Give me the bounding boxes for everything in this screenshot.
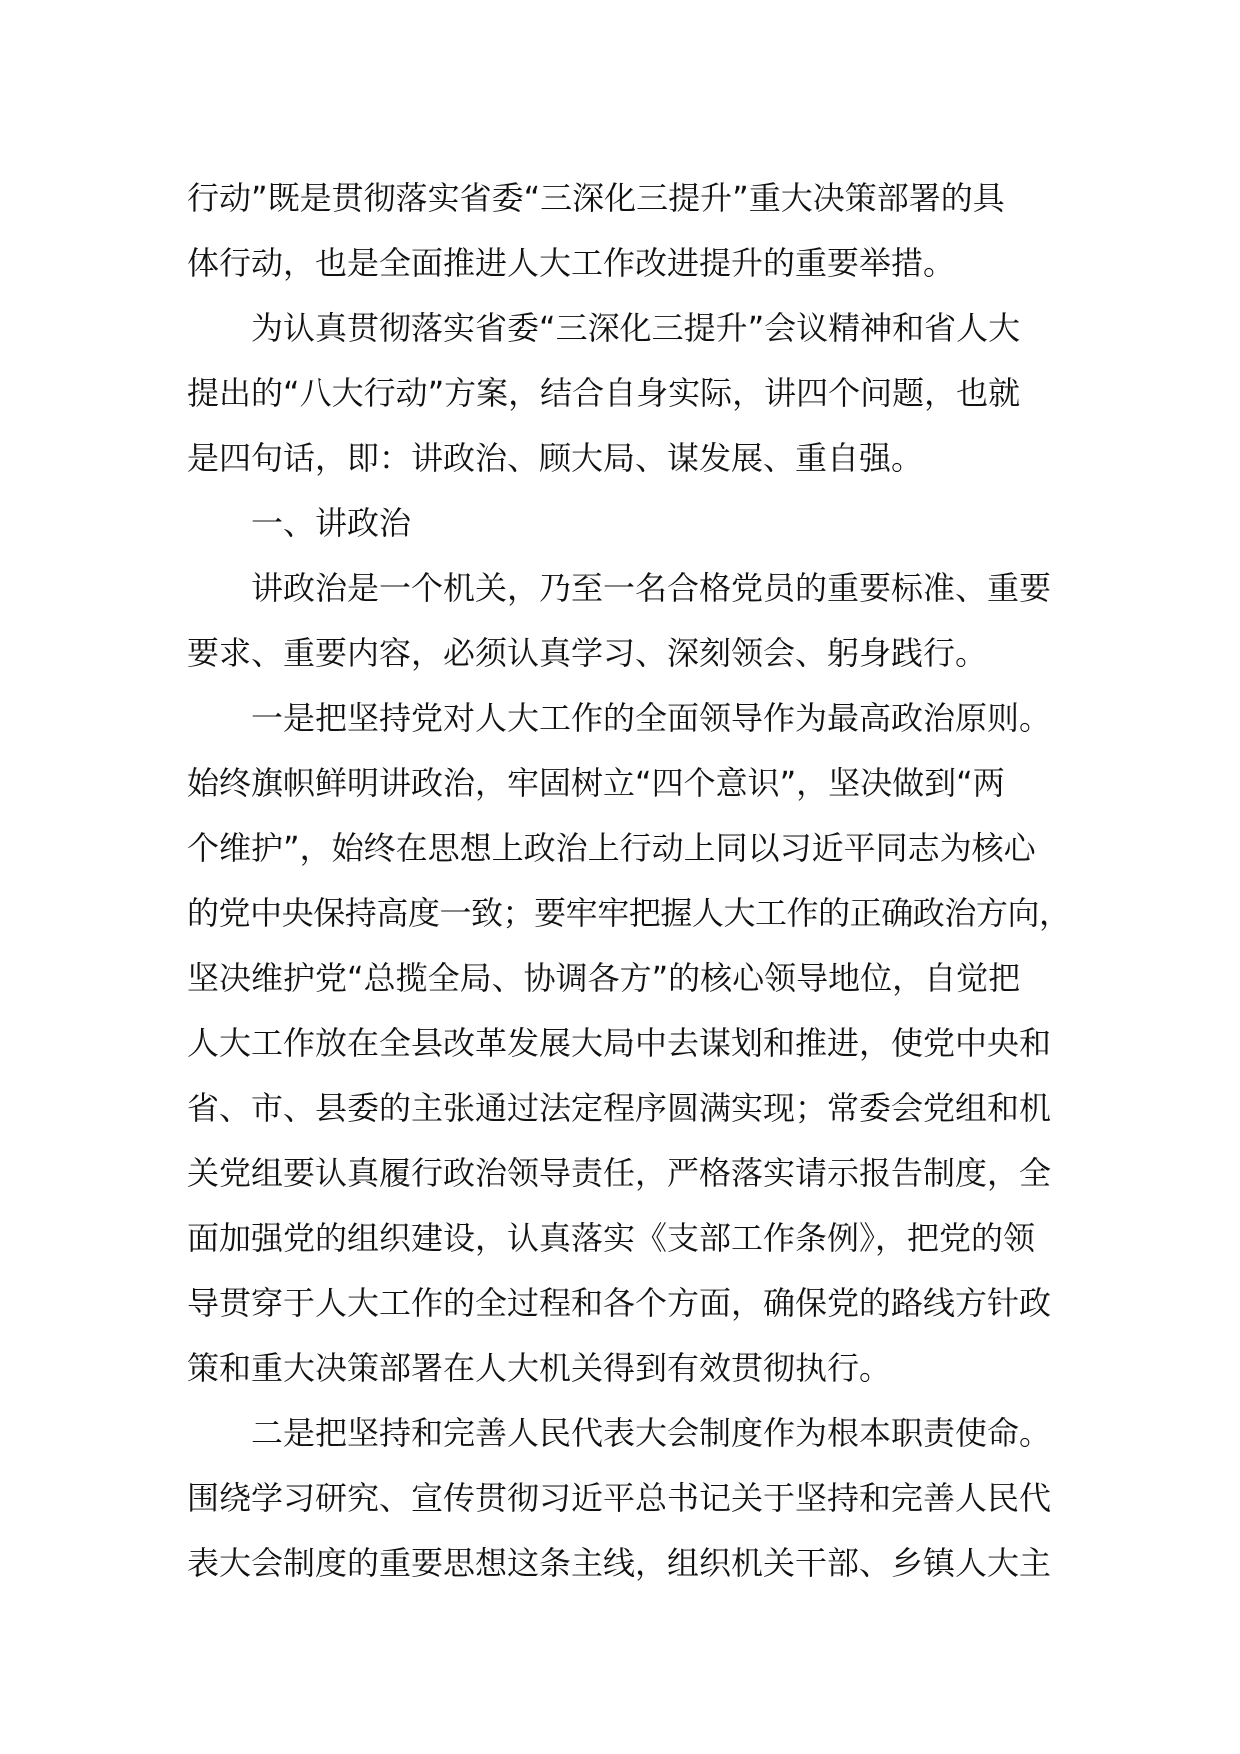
text-line-11: 个维护”，始终在思想上政治上行动上同以习近平同志为核心 <box>187 829 1036 867</box>
text-line-4: 提出的“八大行动”方案，结合自身实际，讲四个问题，也就 <box>187 374 1021 412</box>
text-line-22: 表大会制度的重要思想这条主线，组织机关干部、乡镇人大主 <box>187 1544 1052 1582</box>
text-line-12: 的党中央保持高度一致；要牢牢把握人大工作的正确政治方向， <box>187 894 1071 932</box>
document-body <box>187 166 1071 1596</box>
text-line-15: 省、市、县委的主张通过法定程序圆满实现；常委会党组和机 <box>187 1089 1052 1127</box>
text-line-3: 为认真贯彻落实省委“三深化三提升”会议精神和省人大 <box>251 309 1021 347</box>
text-line-9: 一是把坚持党对人大工作的全面领导作为最高政治原则。 <box>251 699 1052 737</box>
text-line-20: 二是把坚持和完善人民代表大会制度作为根本职责使命。 <box>251 1414 1052 1452</box>
text-line-7: 讲政治是一个机关，乃至一名合格党员的重要标准、重要 <box>251 569 1052 607</box>
text-line-16: 关党组要认真履行政治领导责任，严格落实请示报告制度，全 <box>187 1154 1052 1192</box>
text-line-18: 导贯穿于人大工作的全过程和各个方面，确保党的路线方针政 <box>187 1284 1052 1322</box>
text-line-1: 行动”既是贯彻落实省委“三深化三提升”重大决策部署的具 <box>187 179 1005 217</box>
text-line-2: 体行动，也是全面推进人大工作改进提升的重要举措。 <box>187 244 956 282</box>
text-line-5: 是四句话，即：讲政治、顾大局、谋发展、重自强。 <box>187 439 924 477</box>
section-heading: 一、讲政治 <box>251 504 412 542</box>
text-line-17: 面加强党的组织建设，认真落实《支部工作条例》，把党的领 <box>187 1219 1036 1257</box>
text-line-8: 要求、重要内容，必须认真学习、深刻领会、躬身践行。 <box>187 634 988 672</box>
text-line-19: 策和重大决策部署在人大机关得到有效贯彻执行。 <box>187 1349 892 1387</box>
text-line-14: 人大工作放在全县改革发展大局中去谋划和推进，使党中央和 <box>187 1024 1052 1062</box>
text-line-10: 始终旗帜鲜明讲政治，牢固树立“四个意识”，坚决做到“两 <box>187 764 1005 802</box>
text-line-13: 坚决维护党“总揽全局、协调各方”的核心领导地位，自觉把 <box>187 959 1021 997</box>
text-line-21: 围绕学习研究、宣传贯彻习近平总书记关于坚持和完善人民代 <box>187 1479 1052 1517</box>
